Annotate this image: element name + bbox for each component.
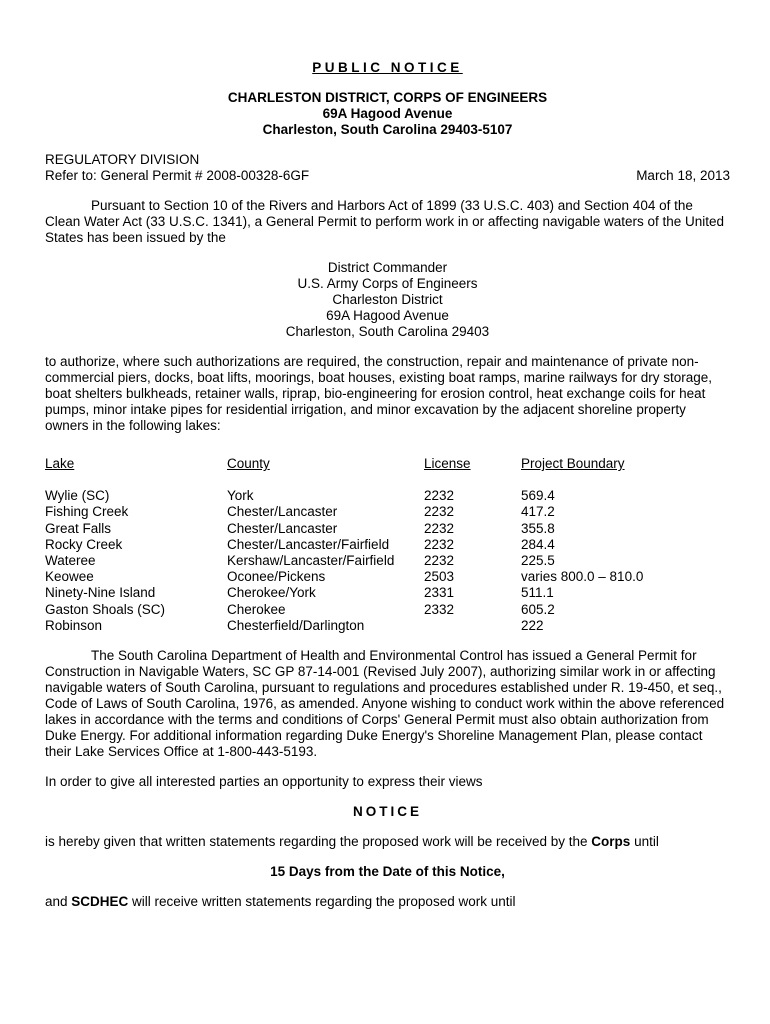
table-row	[45, 618, 730, 634]
table-cell: Gaston Shoals (SC)	[45, 601, 166, 617]
table-cell: 511.1	[521, 585, 554, 601]
table-cell: Chester/Lancaster/Fairfield	[227, 536, 390, 552]
table-cell: Fishing Creek	[45, 504, 129, 520]
agency-name: CHARLESTON DISTRICT, CORPS OF ENGINEERS	[227, 90, 548, 105]
notice-date: March 18, 2013	[636, 168, 730, 183]
table-row	[45, 553, 730, 569]
table-cell: York	[227, 488, 254, 504]
table-cell: Keowee	[45, 569, 94, 585]
table-cell: Wateree	[45, 553, 96, 569]
agency-header	[45, 90, 730, 138]
address-line: District Commander	[327, 260, 448, 275]
table-cell: Kershaw/Lancaster/Fairfield	[227, 553, 395, 569]
table-cell: Robinson	[45, 617, 103, 633]
permit-reference: Refer to: General Permit # 2008-00328-6GF	[45, 168, 310, 183]
table-row	[45, 602, 730, 618]
column-header: County	[227, 456, 270, 471]
table-cell: Oconee/Pickens	[227, 569, 326, 585]
table-row	[45, 569, 730, 585]
notice-title: PUBLIC NOTICE	[312, 60, 463, 75]
table-cell: 222	[521, 617, 544, 633]
table-cell: 355.8	[521, 520, 555, 536]
table-cell: Cherokee/York	[227, 585, 316, 601]
table-cell	[424, 618, 521, 634]
column-header: Lake	[45, 456, 75, 471]
table-cell: 2232	[424, 553, 455, 569]
column-header: License	[424, 456, 471, 471]
agency-street: 69A Hagood Avenue	[322, 106, 453, 121]
address-line: Charleston, South Carolina 29403	[285, 324, 490, 339]
table-cell: 2503	[424, 569, 455, 585]
table-cell: Wylie (SC)	[45, 488, 110, 504]
address-line: U.S. Army Corps of Engineers	[297, 276, 478, 291]
table-cell: Great Falls	[45, 520, 112, 536]
document-page	[45, 60, 730, 910]
table-cell: 2331	[424, 585, 455, 601]
agency-city: Charleston, South Carolina 29403-5107	[262, 122, 513, 137]
scdhec-paragraph: The South Carolina Department of Health and Environmental Control has issued a General Permit for Construction in Navigable Waters, SC GP 87-14-001 (Revised July 2007), authorizing similar work in or affecting navigable waters of South Carolina, pursuant to regulations and procedures established under R. 19-450, et seq., Code of Laws of South Carolina, 1976, as amended. Anyone wishing to conduct work within the above referenced lakes in accordance with the terms and conditions of Corps' General Permit must also obtain authorization from Duke Energy. For additional information regarding Duke Energy's Shoreline Management Plan, please contact their Lake Services Office at 1-800-443-5193.	[45, 648, 725, 760]
table-cell: 2232	[424, 488, 455, 504]
column-header: Project Boundary	[521, 456, 625, 471]
corps-statement: is hereby given that written statements regarding the proposed work will be received by the Corps until	[45, 834, 659, 850]
authorization-paragraph: to authorize, where such authorizations are required, the construction, repair and maintenance of private non-commercial piers, docks, boat lifts, moorings, boat houses, existing boat ramps, marine railways for dry storage, boat shelters bulkheads, retainer walls, riprap, bio-engineering for erosion control, heat exchange coils for heat pumps, minor intake pipes for residential irrigation, and minor excavation by the adjacent shoreline property owners in the following lakes:	[45, 354, 713, 433]
address-line: 69A Hagood Avenue	[326, 308, 449, 323]
table-cell: Rocky Creek	[45, 536, 123, 552]
table-cell: 569.4	[521, 488, 555, 504]
reference-row	[45, 168, 730, 184]
table-header-row	[45, 456, 730, 488]
commander-address	[45, 260, 730, 340]
scdhec-statement: and SCDHEC will receive written statements regarding the proposed work until	[45, 894, 516, 910]
lakes-table	[45, 456, 730, 634]
table-cell: Cherokee	[227, 601, 286, 617]
table-cell: 284.4	[521, 536, 555, 552]
table-cell: varies 800.0 – 810.0	[521, 569, 644, 585]
intro-paragraph: Pursuant to Section 10 of the Rivers and Harbors Act of 1899 (33 U.S.C. 403) and Section 404 of the Clean Water Act (33 U.S.C. 1341), a General Permit to perform work in or affecting navigable waters of the United States has been issued by the	[45, 198, 725, 245]
table-cell: 2232	[424, 504, 455, 520]
division-label: REGULATORY DIVISION	[45, 152, 200, 167]
reference-block	[45, 152, 730, 184]
table-row	[45, 521, 730, 537]
deadline-text: 15 Days from the Date of this Notice,	[270, 864, 505, 880]
table-row	[45, 537, 730, 553]
table-cell: 225.5	[521, 553, 555, 569]
table-cell: 605.2	[521, 601, 555, 617]
table-cell: Chesterfield/Darlington	[227, 617, 365, 633]
table-row	[45, 504, 730, 520]
table-cell: Chester/Lancaster	[227, 520, 338, 536]
table-row	[45, 488, 730, 504]
table-cell: 2232	[424, 520, 455, 536]
table-row	[45, 585, 730, 601]
table-cell: Chester/Lancaster	[227, 504, 338, 520]
table-cell: 2332	[424, 601, 455, 617]
interested-parties-text: In order to give all interested parties an opportunity to express their views	[45, 774, 483, 790]
table-cell: 417.2	[521, 504, 555, 520]
table-cell: Ninety-Nine Island	[45, 585, 156, 601]
notice-heading: NOTICE	[352, 804, 422, 820]
address-line: Charleston District	[332, 292, 443, 307]
table-cell: 2232	[424, 536, 455, 552]
